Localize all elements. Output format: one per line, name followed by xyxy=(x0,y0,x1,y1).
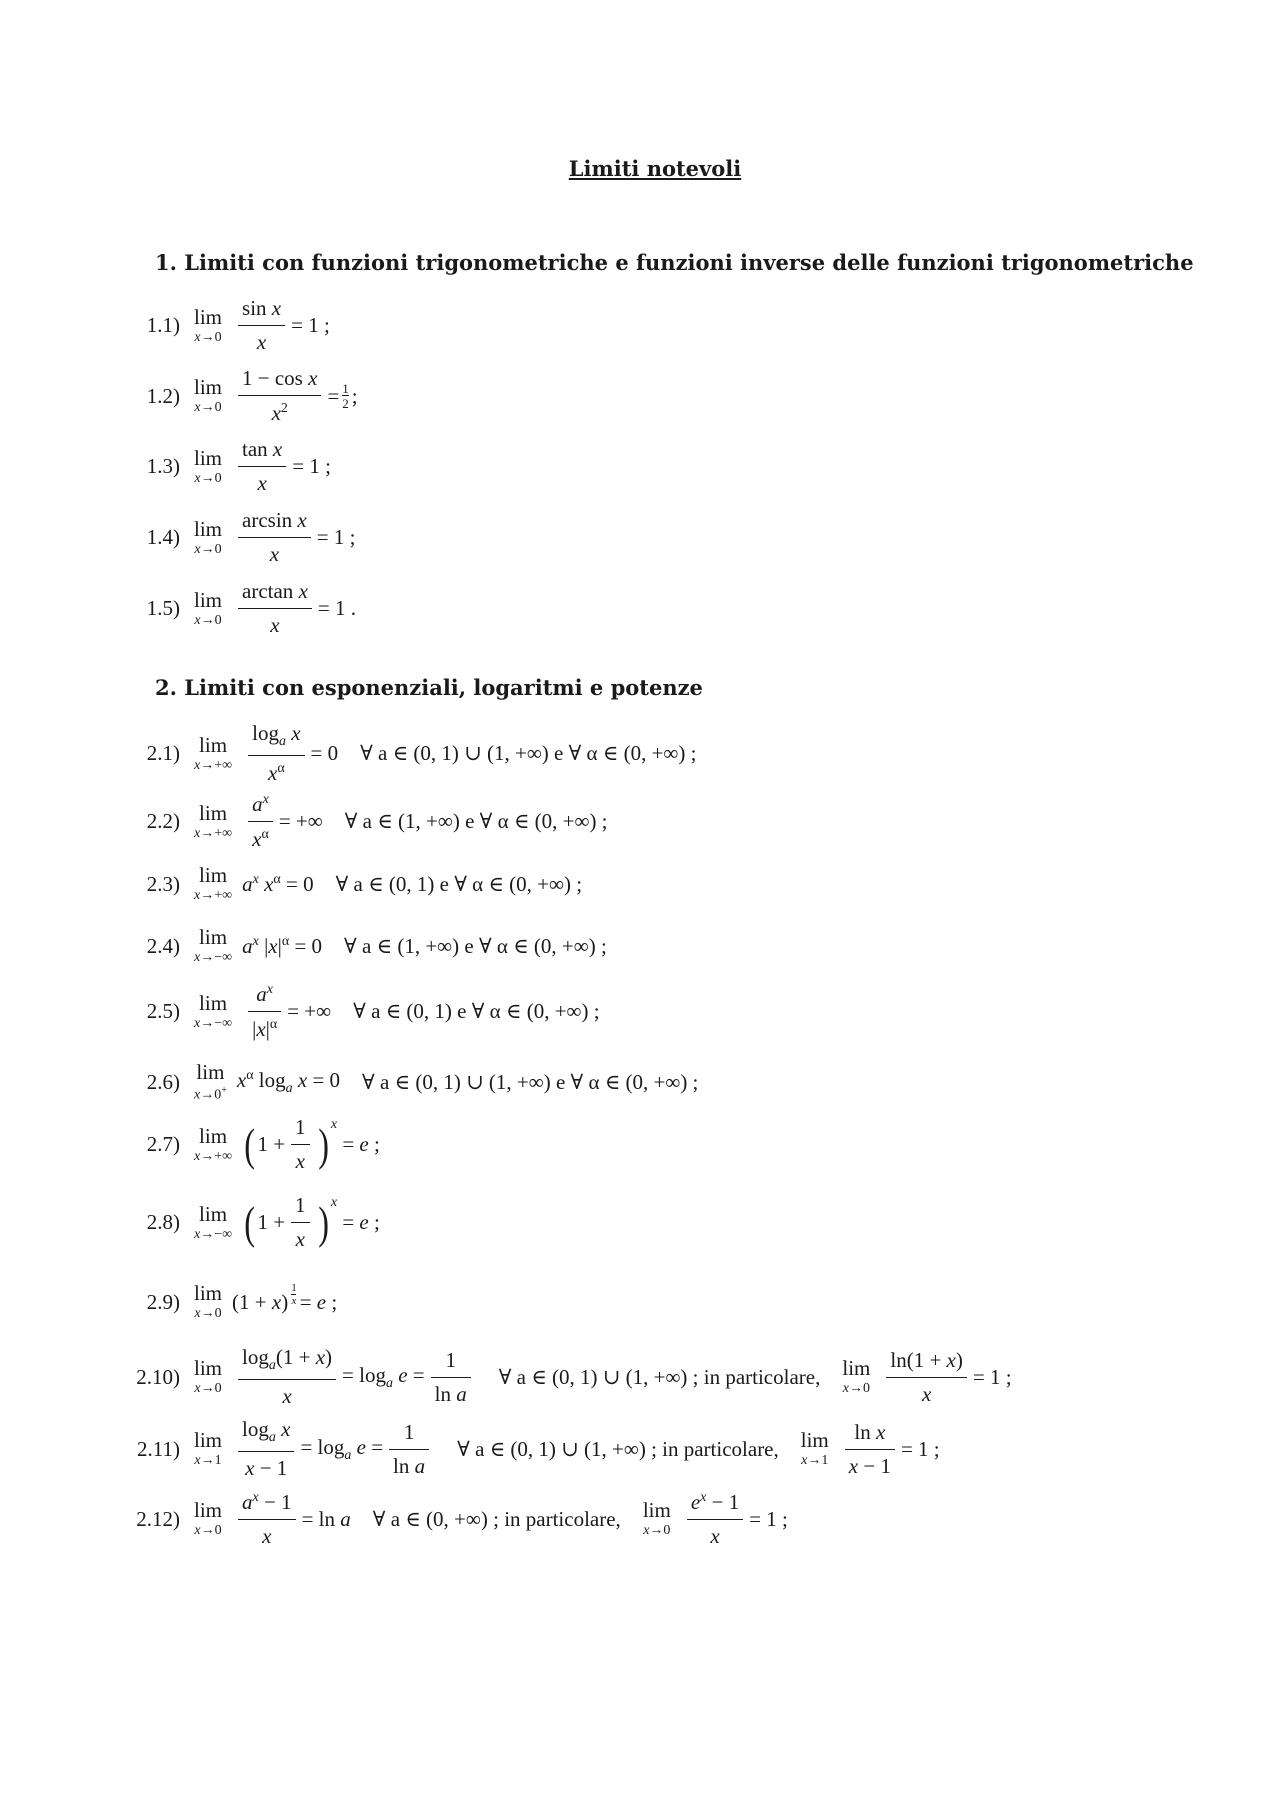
formula-label: 1.5) xyxy=(146,596,180,620)
condition-text: ∀ a ∈ (0, 1) e ∀ α ∈ (0, +∞) ; xyxy=(335,871,583,896)
formula-label: 2.11) xyxy=(137,1436,180,1461)
formula-2-11: 2.11) lim x→1 $\frac{\log_a x}{x - 1}$ = $\log_a e$ = $\frac{1}{\text{ln a}}$ ∀ a ∈ (0, 1) ∪ (1, +∞) ; in particolare, lim x→1 $\frac{\text{ln x}}{x - 1}$ = 1 ; xyxy=(120,1419,940,1479)
formula-label: 2.7) xyxy=(146,1132,180,1156)
condition-text: ∀ a ∈ (0, 1) ∪ (1, +∞) e ∀ α ∈ (0, +∞) ; xyxy=(362,1069,699,1094)
formula-2-3: 2.3) lim x→+∞ $a^x$ $x^\alpha = 0$ ∀ a ∈ (0, 1) e ∀ α ∈ (0, +∞) ; xyxy=(120,865,582,903)
formula-label: 2.10) xyxy=(136,1364,180,1389)
formula-label: 2.9) xyxy=(146,1289,180,1314)
formula-label: 2.2) xyxy=(146,809,180,833)
condition-text: ∀ a ∈ (0, 1) ∪ (1, +∞) e ∀ α ∈ (0, +∞) ; xyxy=(360,741,697,766)
condition-text: ∀ a ∈ (0, +∞) ; in particolare, xyxy=(372,1506,621,1531)
formula-1-3: 1.3) lim x→0 $\frac{\text{tan x}}{x}$ = 1 ; xyxy=(120,439,331,494)
formula-label: 2.5) xyxy=(146,999,180,1023)
formula-2-10: 2.10) lim x→0 $\frac{\log_a(1 + x)}{x}$ = $\log_a e$ = $\frac{1}{\text{ln a}}$ ∀ a ∈ (0, 1) ∪ (1, +∞) ; in particolare, lim x→0 $\frac{\ln(1 + x)}{x}$ = 1 ; xyxy=(120,1347,1012,1407)
formula-2-5: 2.5) lim x→−∞ $\frac{a^x}{|x|^\alpha}$ = +∞ ∀ a ∈ (0, 1) e ∀ α ∈ (0, +∞) ; xyxy=(120,983,600,1040)
page-title: Limiti notevoli xyxy=(568,156,742,181)
formula-label: 2.4) xyxy=(146,933,180,958)
formula-1-5: 1.5) lim x→0 $\frac{\text{arctan x}}{x}$ = 1 . xyxy=(120,581,356,636)
section-heading-exp-log: 2. Limiti con esponenziali, logaritmi e potenze xyxy=(155,675,703,700)
formula-2-1: 2.1) lim x→+∞ $\frac{\log_a x}{x^\alpha}$ = 0 ∀ a ∈ (0, 1) ∪ (1, +∞) e ∀ α ∈ (0, +∞) ; xyxy=(120,723,696,784)
formula-1-1: 1.1) lim x→0 $\frac{\text{sin x}}{x}$ = 1 ; xyxy=(120,298,330,353)
formula-label: 2.6) xyxy=(146,1069,180,1094)
formula-label: 2.12) xyxy=(136,1506,180,1531)
formula-2-6: 2.6) lim x→0+ $x^\alpha$ $\log_a x = 0$ ∀ a ∈ (0, 1) ∪ (1, +∞) e ∀ α ∈ (0, +∞) ; xyxy=(120,1062,698,1103)
formula-label: 2.8) xyxy=(146,1210,180,1234)
condition-text: ∀ a ∈ (0, 1) e ∀ α ∈ (0, +∞) ; xyxy=(353,999,600,1023)
section-heading-trig: 1. Limiti con funzioni trigonometriche e funzioni inverse delle funzioni trigonometriche xyxy=(155,250,1194,275)
condition-text: ∀ a ∈ (1, +∞) e ∀ α ∈ (0, +∞) ; xyxy=(344,809,608,833)
formula-2-12: 2.12) lim x→0 $\frac{a^x - 1}{x}$ = ln a ∀ a ∈ (0, +∞) ; in particolare, lim x→0 $\frac{e^x - 1}{x}$ = 1 ; xyxy=(120,1491,788,1547)
formula-label: 1.3) xyxy=(146,454,180,478)
formula-1-2: 1.2) lim x→0 $\frac{\text{1 − cos x}}{x^2}$ = $\frac{1}{2}$ ; xyxy=(120,368,358,424)
formula-1-4: 1.4) lim x→0 $\frac{\text{arcsin x}}{x}$ = 1 ; xyxy=(120,510,355,565)
formula-2-2: 2.2) lim x→+∞ $\frac{a^x}{x^\alpha}$ = +∞ ∀ a ∈ (1, +∞) e ∀ α ∈ (0, +∞) ; xyxy=(120,793,608,850)
condition-text: ∀ a ∈ (1, +∞) e ∀ α ∈ (0, +∞) ; xyxy=(344,933,607,958)
formula-label: 2.3) xyxy=(146,871,180,896)
formula-label: 1.4) xyxy=(146,525,180,549)
formula-label: 1.1) xyxy=(146,313,180,337)
condition-text: ∀ a ∈ (0, 1) ∪ (1, +∞) ; in particolare, xyxy=(457,1436,779,1461)
formula-2-9: 2.9) lim x→0 (1 + x) $^{\frac{1}{x}}$ = e ; xyxy=(120,1283,337,1321)
condition-text: ∀ a ∈ (0, 1) ∪ (1, +∞) ; in particolare, xyxy=(498,1364,821,1389)
formula-2-4: 2.4) lim x→−∞ $a^x$ $|x|^\alpha = 0$ ∀ a ∈ (1, +∞) e ∀ α ∈ (0, +∞) ; xyxy=(120,927,607,965)
formula-label: 2.1) xyxy=(146,741,180,766)
formula-2-8: 2.8) lim x→−∞ ( 1 + $\frac{1}{x}$ ) $^x$ = e ; xyxy=(120,1195,380,1250)
formula-label: 1.2) xyxy=(146,383,180,408)
formula-2-7: 2.7) lim x→+∞ ( 1 + $\frac{1}{x}$ ) $^x$ = e ; xyxy=(120,1117,380,1172)
